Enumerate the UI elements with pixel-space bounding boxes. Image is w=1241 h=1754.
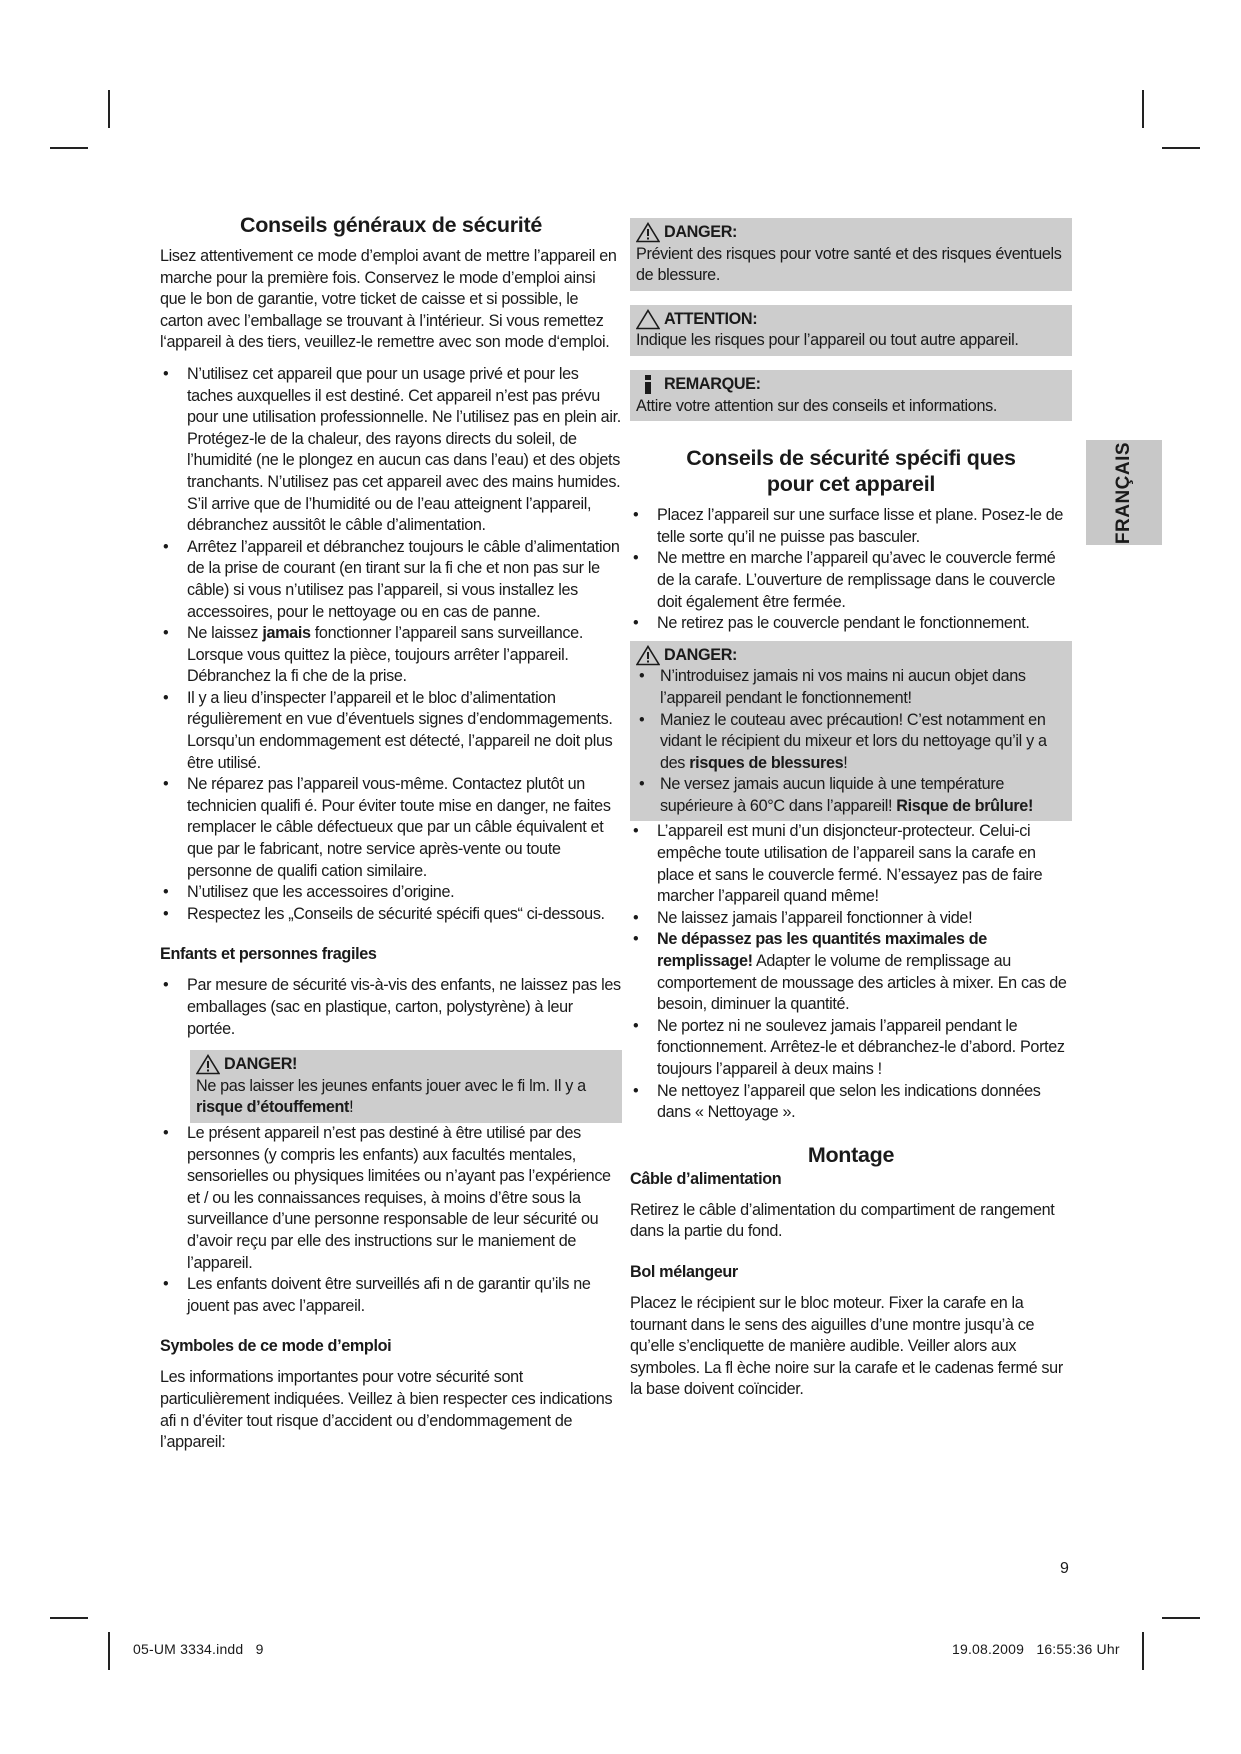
language-tab bbox=[1086, 440, 1162, 545]
danger-box-title: DANGER: bbox=[664, 645, 738, 664]
crop-mark bbox=[1162, 147, 1200, 149]
children-bullet-list bbox=[160, 975, 622, 1040]
list-item: • Placez l’appareil sur une surface lisse et plane. Posez-le de telle sorte qu’il ne puisse pas basculer. bbox=[630, 505, 1072, 548]
bullet-continuation: Lorsque vous quittez la pièce, toujours arrêter l’appareil. Débranchez la fi che de la prise. bbox=[187, 645, 569, 686]
crop-mark bbox=[50, 1617, 88, 1619]
attention-legend-box bbox=[630, 305, 1072, 356]
list-item: • Ne portez ni ne soulevez jamais l’appareil pendant le fonctionnement. Arrêtez-le et débranchez-le d’abord. Portez toujours l’appareil à deux mains ! bbox=[630, 1016, 1072, 1081]
list-item: • Le présent appareil n’est pas destiné à être utilisé par des personnes (y compris les enfants) aux facultés mentales, sensorielles ou physiques limitées ou n’ayant pas l’expérience et / ou les connaissances requises, à moins d’être sous la surveillance d’une personne responsable de leur sécurité ou d’avoir reçu par elle des instructions sur le maniement de l’appareil. bbox=[160, 1123, 622, 1274]
list-item: • Arrêtez l’appareil et débranchez toujours le câble d’alimentation de la prise de courant (en tirant sur la fi che et non pas sur le câble) si vous n’utilisez pas l’appareil, si vous installez les accessoires, pour le nettoyage ou en cas de panne. bbox=[160, 537, 622, 623]
general-bullet-list bbox=[160, 364, 622, 925]
list-item: • Respectez les „Conseils de sécurité spécifi ques“ ci-dessous. bbox=[160, 904, 622, 926]
list-item: • Ne laissez jamais l’appareil fonctionner à vide! bbox=[630, 908, 1072, 930]
footer-timestamp: 19.08.2009 16:55:36 Uhr bbox=[952, 1641, 1120, 1657]
list-item: • Ne réparez pas l’appareil vous-même. Contactez plutôt un technicien qualifi é. Pour éviter toute mise en danger, ne faites remplacer le câble défectueux que par un câble équivalent et que par le fabricant, notre service après-vente ou toute personne de qualifi cation similaire. bbox=[160, 774, 622, 882]
danger-bullet-list bbox=[636, 666, 1066, 817]
crop-mark bbox=[108, 90, 110, 128]
more-bullet-list bbox=[630, 821, 1072, 1123]
intro-paragraph: Lisez attentivement ce mode d’emploi avant de mettre l’appareil en marche pour la première fois. Conservez le mode d’emploi ainsi que le bon de garantie, votre ticket de caisse et si possible, le carton avec l’emballage se trouvant à l’intérieur. Si vous remettez l‘appareil à des tiers, veuillez-le remettre avec son mode d‘emploi. bbox=[160, 247, 617, 352]
bullet-bold: jamais bbox=[262, 624, 311, 643]
list-item: • Ne nettoyez l’appareil que selon les indications données dans « Nettoyage ». bbox=[630, 1081, 1072, 1124]
general-safety-title: Conseils généraux de sécurité bbox=[240, 213, 542, 237]
warning-triangle-icon bbox=[636, 645, 660, 666]
caution-triangle-icon bbox=[636, 309, 660, 330]
specific-bullet-list bbox=[630, 505, 1072, 635]
bol-heading: Bol mélangeur bbox=[630, 1262, 738, 1281]
list-item: • Ne mettre en marche l’appareil qu’avec le couvercle fermé de la carafe. L’ouverture de remplissage dans le couvercle doit également être fermée. bbox=[630, 548, 1072, 613]
list-item: • Les enfants doivent être surveillés afi n de garantir qu’ils ne jouent pas avec l’appareil. bbox=[160, 1274, 622, 1317]
list-item: • Ne dépassez pas les quantités maximales de remplissage! Adapter le volume de remplissage au comportement de moussage des articles à mixer. En cas de besoin, diminuer la quantité. bbox=[630, 929, 1072, 1015]
remarque-legend-box bbox=[630, 370, 1072, 421]
danger-box-specific bbox=[630, 641, 1072, 822]
danger-legend-text: Prévient des risques pour votre santé et des risques éventuels de blessure. bbox=[636, 244, 1062, 285]
remarque-legend-title: REMARQUE: bbox=[664, 374, 761, 393]
symbols-paragraph: Les informations importantes pour votre sécurité sont particulièrement indiquées. Veillez à bien respecter ces indications afi n d’éviter tout risque d’accident ou d’endommagement de l’appareil: bbox=[160, 1368, 613, 1452]
crop-mark bbox=[50, 147, 88, 149]
crop-mark bbox=[108, 1632, 110, 1670]
right-column bbox=[630, 218, 1072, 1401]
children-bullet-list-2 bbox=[160, 1123, 622, 1317]
list-item bbox=[160, 623, 622, 688]
remarque-legend-text: Attire votre attention sur des conseils et informations. bbox=[636, 396, 997, 415]
danger-box-text: Ne pas laisser les jeunes enfants jouer avec le fi lm. Il y a risque d’étouffement! bbox=[196, 1076, 586, 1117]
page-number: 9 bbox=[1060, 1560, 1069, 1577]
list-item: • Ne retirez pas le couvercle pendant le fonctionnement. bbox=[630, 613, 1072, 635]
warning-triangle-icon bbox=[196, 1054, 220, 1075]
list-item: • Maniez le couteau avec précaution! C’est notamment en vidant le récipient du mixeur et lors du nettoyage qu’il y a des risques de blessures! bbox=[636, 710, 1066, 775]
attention-legend-title: ATTENTION: bbox=[664, 309, 758, 328]
danger-box-title: DANGER! bbox=[196, 1054, 616, 1076]
warning-triangle-icon bbox=[636, 222, 660, 243]
crop-mark bbox=[1142, 90, 1144, 128]
danger-legend-title: DANGER: bbox=[664, 223, 738, 241]
montage-title: Montage bbox=[807, 1142, 895, 1167]
bullet-prefix: Ne laissez bbox=[187, 624, 259, 643]
list-item: • N’introduisez jamais ni vos mains ni aucun objet dans l’appareil pendant le fonctionnement! bbox=[636, 666, 1066, 709]
bullet-suffix: fonctionner l’appareil sans surveillance. bbox=[314, 624, 583, 643]
list-item: • L’appareil est muni d’un disjoncteur-protecteur. Celui-ci empêche toute utilisation de l’appareil sans la carafe en place et sans le couvercle fermé. N’essayez pas de faire marcher l’appareil quand même! bbox=[630, 821, 1072, 907]
danger-box-children bbox=[190, 1050, 622, 1123]
list-item: • N’utilisez que les accessoires d’origine. bbox=[160, 882, 622, 904]
list-item: • N’utilisez cet appareil que pour un usage privé et pour les taches auxquelles il est destiné. Cet appareil n’est pas prévu pour une utilisation professionnelle. Ne l’utilisez pas en plein air. Protégez-le de la chaleur, des rayons directs du soleil, de l’humidité (ne le plongez en aucun cas dans l’eau) et des objets tranchants. N’utilisez pas cet appareil avec des mains humides. S’il arrive que de l’humidité ou de l’eau atteignent l’appareil, débranchez aussitôt le câble d’alimentation. bbox=[160, 364, 622, 537]
language-label: FRANÇAIS bbox=[1113, 441, 1134, 544]
attention-legend-text: Indique les risques pour l’appareil ou tout autre appareil. bbox=[636, 331, 1019, 350]
crop-mark bbox=[1162, 1617, 1200, 1619]
children-heading: Enfants et personnes fragiles bbox=[160, 945, 377, 964]
footer-file-name: 05-UM 3334.indd 9 bbox=[133, 1641, 264, 1657]
cable-paragraph: Retirez le câble d’alimentation du compartiment de rangement dans la partie du fond. bbox=[630, 1200, 1055, 1241]
bol-paragraph: Placez le récipient sur le bloc moteur. Fixer la carafe en la tournant dans le sens des aiguilles d’une montre jusqu’à ce qu’elle s’encliquette de manière audible. Veiller alors aux symboles. La fl èche noire sur la carafe et le cadenas fermé sur la base doivent coïncider. bbox=[630, 1293, 1063, 1399]
cable-heading: Câble d’alimentation bbox=[630, 1169, 782, 1188]
info-icon bbox=[636, 374, 660, 395]
list-item: • Il y a lieu d’inspecter l’appareil et le bloc d’alimentation régulièrement en vue d’éventuels signes d’endommagements. Lorsqu’un endommagement est détecté, l’appareil ne doit plus être utilisé. bbox=[160, 688, 622, 774]
list-item: • Par mesure de sécurité vis-à-vis des enfants, ne laissez pas les emballages (sac en plastique, carton, polystyrène) à leur portée. bbox=[160, 975, 622, 1040]
specific-safety-title: Conseils de sécurité spécifi ques pour cet appareil bbox=[686, 446, 1016, 497]
danger-legend-box bbox=[630, 218, 1072, 291]
list-item: • Ne versez jamais aucun liquide à une température supérieure à 60°C dans l’appareil! Risque de brûlure! bbox=[636, 774, 1066, 817]
symbols-heading: Symboles de ce mode d’emploi bbox=[160, 1337, 392, 1356]
left-column bbox=[160, 212, 622, 1454]
crop-mark bbox=[1142, 1632, 1144, 1670]
